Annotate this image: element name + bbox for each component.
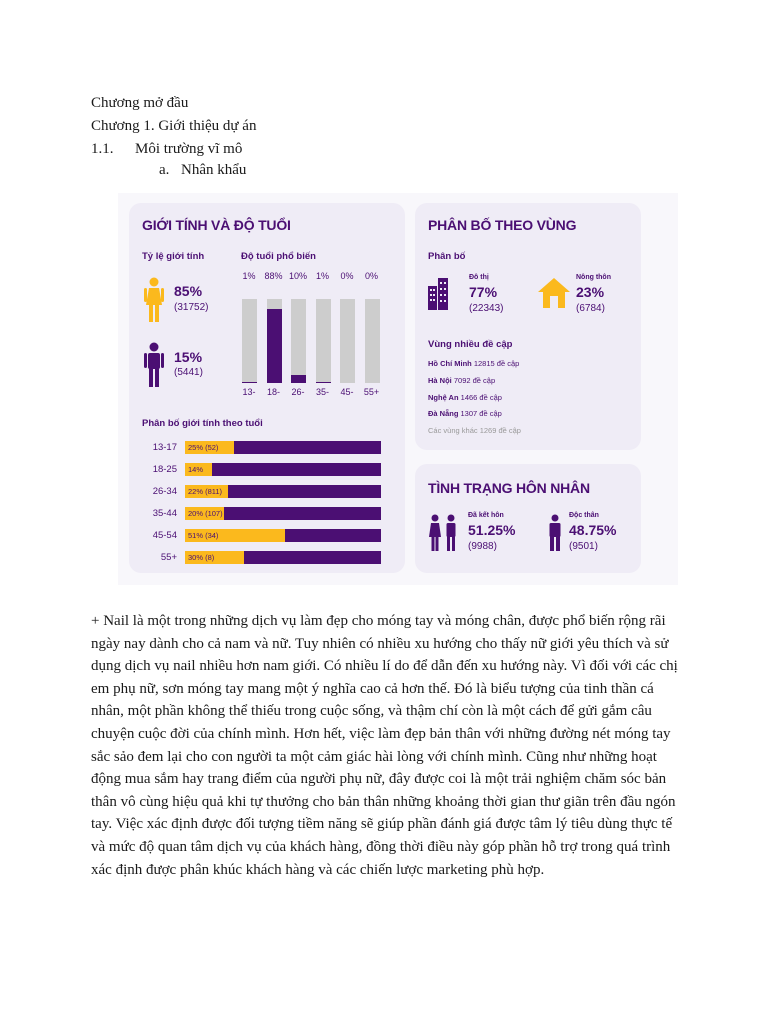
region-title: PHÂN BỐ THEO VÙNG: [428, 217, 577, 233]
section-number: 1.1.: [91, 141, 114, 157]
gender-age-title: GIỚI TÍNH VÀ ĐỘ TUỔI: [142, 217, 291, 233]
female-share-segment: [185, 529, 285, 542]
gender-bar: [185, 485, 381, 498]
single-person-icon: [547, 514, 563, 552]
age-range-label: 45-54: [152, 530, 177, 541]
age-axis-label: 35-: [315, 387, 329, 397]
heading-section-1-1: [91, 139, 242, 159]
female-share-segment: [185, 485, 228, 498]
body-paragraph: [91, 610, 686, 881]
male-person-icon: [144, 342, 164, 388]
gender-bar: [185, 441, 381, 454]
house-icon: [537, 277, 571, 309]
female-share-segment: [185, 463, 212, 476]
age-range-label: 13-17: [152, 442, 177, 453]
heading-chapter-1: [91, 116, 256, 136]
age-range-label: 55+: [160, 552, 177, 563]
urban-label: Đô thị: [469, 274, 489, 281]
age-popular-label: Độ tuổi phổ biến: [241, 251, 316, 262]
age-range-label: 26-34: [152, 486, 177, 497]
gender-bar: [185, 529, 381, 542]
age-pct-label: 0%: [340, 271, 354, 281]
gender-age-panel: [129, 203, 405, 573]
gender-bar: [185, 463, 381, 476]
heading-chapter-1-text: Chương 1. Giới thiệu dự án: [91, 118, 257, 134]
age-pct-label: 10%: [288, 271, 307, 281]
married-pct: 51.25%: [468, 522, 516, 538]
gender-ratio-label: Tỷ lệ giới tính: [142, 251, 205, 262]
female-share-label: 22% (811): [188, 487, 223, 496]
female-count: (31752): [174, 302, 209, 313]
gender-by-age-label: Phân bố giới tính theo tuổi: [142, 418, 263, 429]
rural-pct: 23%: [576, 284, 605, 300]
region-mention-hanoi: [428, 376, 495, 385]
age-column-fill: [316, 382, 331, 383]
subsection-letter: a.: [159, 162, 170, 178]
age-axis-label: 45-: [340, 387, 354, 397]
age-column: [340, 299, 355, 383]
region-count: 1466 đề cập: [460, 393, 502, 402]
rural-count: (6784): [576, 303, 605, 314]
region-mention-hcm: [428, 359, 519, 368]
age-axis-label: 18-: [266, 387, 280, 397]
female-share-segment: [185, 551, 244, 564]
age-column-fill: [242, 382, 257, 383]
region-mention-danang: [428, 409, 502, 418]
body-paragraph-text: + Nail là một trong những dịch vụ làm đẹp cho móng tay và móng chân, được phổ biến rộng rãi ngày nay dành cho cả nam và nữ. Tuy nhiên có nhiều xu hướng cho thấy nữ giới yêu thích và sử dụng dịch vụ nail nhiều hơn nam giới. Có nhiều lí do để dẫn đến xu hướng này. Vì đối với các chị em phụ nữ, sơn móng tay mang một ý nghĩa cao cả hơn thế. Đó là biểu tượng của tinh thần cá nhân, một phần không thể thiếu trong cuộc sống, và thậm chí còn là một cách để gửi gắm câu chuyện cuộc đời của chính mình. Hơn hết, việc làm đẹp bản thân với những đường nét móng tay sắc sảo đem lại cho con người ta một cảm giác hài lòng với chính mình. Cũng như những hoạt động mua sắm hay trang điểm của người phụ nữ, đây được coi là một trải nghiệm chăm sóc bản thân vô cùng hiệu quả khi tự thưởng cho bản thân những khoảng thời gian thư giãn trên đầu ngón tay. Việc xác định được đối tượng tiềm năng sẽ giúp phần đánh giá được tâm lý tiêu dùng thực tế và mức độ quan tâm dịch vụ của khách hàng, đồng thời điều này góp phần hỗ trợ trong quá trình xác định được phân khúc khách hàng và các chiến lược marketing phù hợp.: [91, 613, 678, 878]
married-count: (9988): [468, 541, 497, 552]
female-share-segment: [185, 441, 234, 454]
age-range-label: 35-44: [152, 508, 177, 519]
female-share-label: 14%: [188, 465, 204, 474]
heading-subsection-a-text: Nhân khẩu: [181, 162, 247, 178]
male-pct: 15%: [174, 349, 203, 365]
heading-section-1-1-text: Môi trường vĩ mô: [135, 141, 243, 157]
marital-title: TÌNH TRẠNG HÔN NHÂN: [428, 480, 590, 496]
age-pct-label: 1%: [315, 271, 329, 281]
urban-pct: 77%: [469, 284, 498, 300]
mentions-label: Vùng nhiều đề cập: [428, 339, 513, 350]
heading-intro-text: Chương mở đầu: [91, 95, 189, 111]
city-buildings-icon: [428, 278, 448, 310]
age-axis-label: 13-: [242, 387, 256, 397]
female-share-label: 30% (8): [188, 553, 215, 562]
single-count: (9501): [569, 541, 598, 552]
age-range-label: 18-25: [152, 464, 177, 475]
female-share-label: 51% (34): [188, 531, 219, 540]
age-pct-label: 0%: [364, 271, 378, 281]
age-axis-label: 55+: [363, 387, 380, 397]
female-share-label: 25% (52): [188, 443, 219, 452]
region-name: Hà Nội: [428, 376, 452, 385]
urban-count: (22343): [469, 303, 504, 314]
rural-label: Nông thôn: [576, 274, 611, 281]
female-person-icon: [144, 277, 164, 323]
region-count: 1307 đề cập: [460, 409, 502, 418]
region-dist-label: Phân bố: [428, 251, 466, 262]
gender-bar: [185, 507, 381, 520]
age-pct-label: 88%: [264, 271, 283, 281]
region-name: Đà Nẵng: [428, 409, 459, 418]
region-other: Các vùng khác 1269 đề cập: [428, 426, 521, 435]
age-column-fill: [291, 375, 306, 383]
region-name: Nghệ An: [428, 393, 459, 402]
region-count: 12815 đề cập: [473, 359, 520, 368]
single-pct: 48.75%: [569, 522, 617, 538]
male-count: (5441): [174, 367, 203, 378]
age-column: [291, 299, 306, 383]
marital-panel: [415, 464, 641, 573]
age-column: [365, 299, 380, 383]
age-axis-label: 26-: [291, 387, 305, 397]
region-panel: [415, 203, 641, 450]
single-label: Độc thân: [569, 512, 599, 519]
female-pct: 85%: [174, 283, 203, 299]
heading-subsection-a: [159, 160, 246, 180]
age-column: [316, 299, 331, 383]
age-column: [267, 299, 282, 383]
couple-icon: [428, 514, 458, 552]
demographics-infographic: [118, 193, 678, 585]
married-label: Đã kết hôn: [468, 512, 504, 519]
female-share-label: 20% (107): [188, 509, 223, 518]
age-column-fill: [267, 309, 282, 383]
region-name: Hồ Chí Minh: [428, 359, 472, 368]
age-column: [242, 299, 257, 383]
female-share-segment: [185, 507, 224, 520]
age-pct-label: 1%: [242, 271, 256, 281]
region-mention-nghean: [428, 393, 502, 402]
gender-bar: [185, 551, 381, 564]
heading-intro: [91, 93, 188, 113]
region-count: 7092 đề cập: [453, 376, 496, 385]
